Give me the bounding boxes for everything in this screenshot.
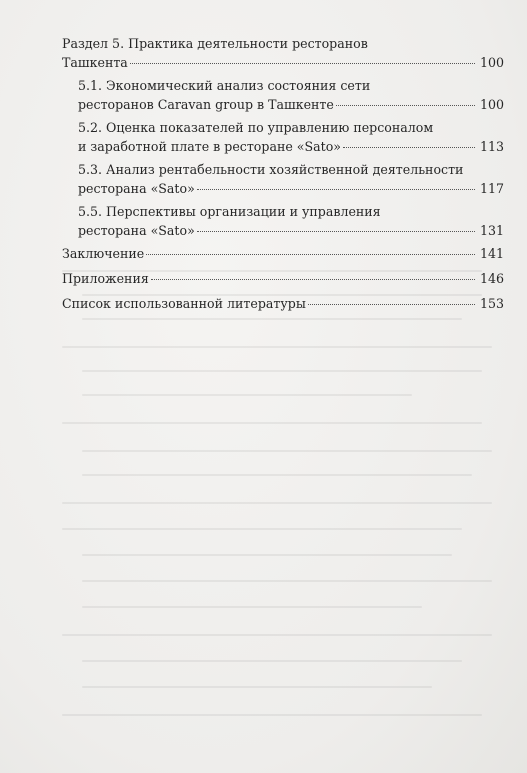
toc-entry-5-2[interactable] bbox=[62, 118, 504, 156]
toc-page-number: 141 bbox=[479, 246, 504, 261]
toc-entry-references[interactable] bbox=[62, 294, 504, 313]
dot-leader bbox=[197, 189, 475, 190]
toc-entry-title-line1: 5.2. Оценка показателей по управлению персоналом bbox=[78, 120, 434, 135]
dot-leader bbox=[130, 63, 475, 64]
toc-entry-title-line2: и заработной плате в ресторане «Sato» bbox=[78, 139, 341, 154]
toc-page-number: 131 bbox=[479, 223, 504, 238]
toc-entry-5-5[interactable] bbox=[62, 202, 504, 240]
dot-leader bbox=[343, 147, 475, 148]
toc-entry-title: Заключение bbox=[62, 246, 145, 261]
toc-entry-title-line2: ресторана «Sato» bbox=[78, 223, 195, 238]
toc-page-number: 146 bbox=[479, 271, 504, 286]
toc-entry-title-line1: 5.3. Анализ рентабельности хозяйственной деятельности bbox=[78, 162, 464, 177]
toc-entry-title-line2: Ташкента bbox=[62, 55, 128, 70]
toc-entry-title-line2: ресторана «Sato» bbox=[78, 181, 195, 196]
dot-leader bbox=[146, 254, 475, 255]
reverse-side-bleed-through bbox=[62, 262, 502, 732]
table-of-contents bbox=[62, 34, 504, 319]
toc-page-number: 117 bbox=[479, 181, 504, 196]
toc-entry-conclusion[interactable] bbox=[62, 244, 504, 263]
toc-entry-title-line1: Раздел 5. Практика деятельности ресторанов bbox=[62, 36, 368, 51]
dot-leader bbox=[197, 231, 475, 232]
dot-leader bbox=[336, 105, 475, 106]
toc-entry-title-line2: ресторанов Caravan group в Ташкенте bbox=[78, 97, 334, 112]
dot-leader bbox=[308, 304, 475, 305]
toc-entry-5-3[interactable] bbox=[62, 160, 504, 198]
dot-leader bbox=[151, 279, 475, 280]
toc-page-number: 100 bbox=[479, 97, 504, 112]
toc-entry-title: Список использованной литературы bbox=[62, 296, 306, 311]
toc-entry-5-1[interactable] bbox=[62, 76, 504, 114]
toc-entry-appendices[interactable] bbox=[62, 269, 504, 288]
toc-page-number: 113 bbox=[479, 139, 504, 154]
toc-entry-title: Приложения bbox=[62, 271, 149, 286]
toc-entry-section-5[interactable] bbox=[62, 34, 504, 72]
toc-entry-title-line1: 5.5. Перспективы организации и управления bbox=[78, 204, 381, 219]
toc-page-number: 100 bbox=[479, 55, 504, 70]
toc-page-number: 153 bbox=[479, 296, 504, 311]
toc-entry-title-line1: 5.1. Экономический анализ состояния сети bbox=[78, 78, 371, 93]
